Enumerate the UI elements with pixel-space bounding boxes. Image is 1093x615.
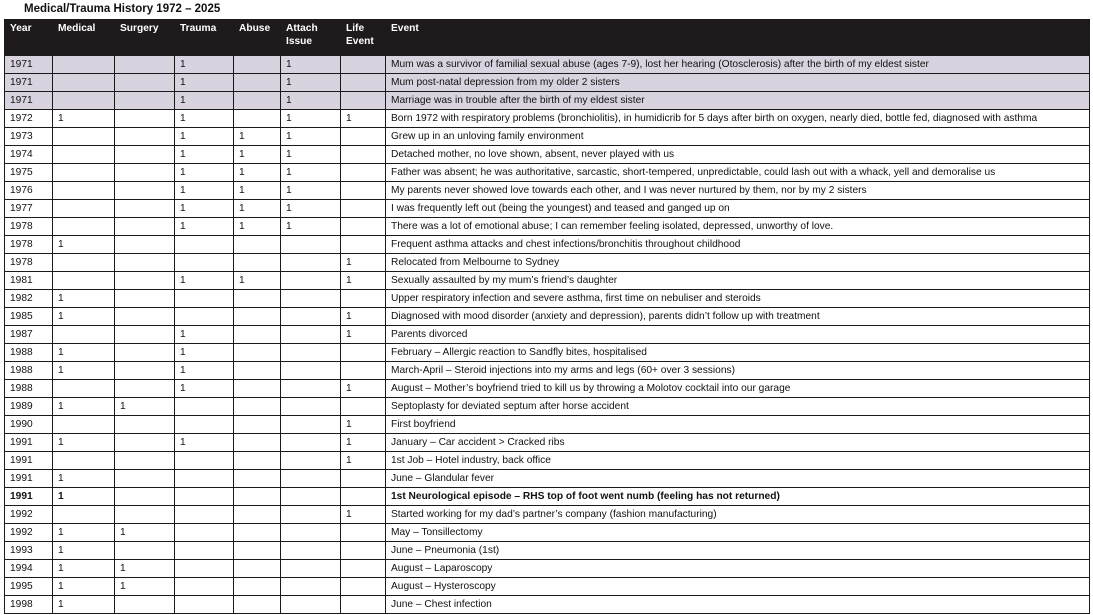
cell-attach: [281, 344, 341, 362]
cell-event: August – Hysteroscopy: [386, 578, 1090, 596]
header-trauma: Trauma: [175, 20, 234, 56]
cell-year: 1993: [5, 542, 53, 560]
cell-attach: [281, 524, 341, 542]
cell-surgery: [115, 542, 175, 560]
cell-life: [341, 488, 386, 506]
cell-surgery: [115, 434, 175, 452]
cell-event: June – Glandular fever: [386, 470, 1090, 488]
cell-year: 1991: [5, 434, 53, 452]
cell-surgery: [115, 416, 175, 434]
cell-surgery: [115, 596, 175, 614]
cell-event: Marriage was in trouble after the birth of my eldest sister: [386, 92, 1090, 110]
cell-abuse: [234, 542, 281, 560]
cell-trauma: [175, 542, 234, 560]
cell-trauma: 1: [175, 362, 234, 380]
cell-surgery: [115, 254, 175, 272]
cell-surgery: 1: [115, 524, 175, 542]
cell-surgery: [115, 506, 175, 524]
cell-surgery: [115, 74, 175, 92]
cell-abuse: 1: [234, 182, 281, 200]
cell-medical: [53, 380, 115, 398]
table-row: [5, 596, 1090, 614]
cell-life: 1: [341, 380, 386, 398]
cell-year: 1976: [5, 182, 53, 200]
cell-trauma: [175, 488, 234, 506]
header-surgery: Surgery: [115, 20, 175, 56]
cell-surgery: [115, 380, 175, 398]
document-title: Medical/Trauma History 1972 – 2025: [24, 3, 221, 15]
cell-year: 1988: [5, 344, 53, 362]
cell-medical: 1: [53, 398, 115, 416]
cell-trauma: 1: [175, 92, 234, 110]
cell-attach: [281, 290, 341, 308]
header-life-line1: Life: [346, 23, 365, 34]
cell-abuse: [234, 74, 281, 92]
cell-year: 1989: [5, 398, 53, 416]
cell-medical: [53, 218, 115, 236]
cell-abuse: 1: [234, 218, 281, 236]
cell-event: August – Mother’s boyfriend tried to kill us by throwing a Molotov cocktail into our garage: [386, 380, 1090, 398]
cell-attach: 1: [281, 74, 341, 92]
cell-trauma: 1: [175, 326, 234, 344]
cell-trauma: [175, 596, 234, 614]
cell-trauma: 1: [175, 218, 234, 236]
cell-year: 1985: [5, 308, 53, 326]
cell-life: 1: [341, 416, 386, 434]
table-row: [5, 164, 1090, 182]
cell-life: 1: [341, 272, 386, 290]
cell-trauma: [175, 236, 234, 254]
cell-abuse: [234, 344, 281, 362]
cell-surgery: 1: [115, 398, 175, 416]
cell-abuse: 1: [234, 146, 281, 164]
cell-trauma: [175, 470, 234, 488]
table-row: [5, 344, 1090, 362]
header-attach-line1: Attach: [286, 23, 318, 34]
cell-surgery: [115, 452, 175, 470]
cell-trauma: 1: [175, 434, 234, 452]
cell-attach: [281, 488, 341, 506]
cell-trauma: [175, 452, 234, 470]
cell-surgery: [115, 56, 175, 74]
cell-medical: [53, 200, 115, 218]
cell-trauma: [175, 506, 234, 524]
cell-event: 1st Neurological episode – RHS top of foot went numb (feeling has not returned): [386, 488, 1090, 506]
cell-medical: 1: [53, 236, 115, 254]
header-medical: Medical: [53, 20, 115, 56]
cell-event: Father was absent; he was authoritative, sarcastic, short-tempered, unpredictable, could lash out with a whack, yell and demoralise us: [386, 164, 1090, 182]
cell-year: 1978: [5, 254, 53, 272]
cell-abuse: [234, 398, 281, 416]
cell-life: 1: [341, 254, 386, 272]
cell-attach: [281, 362, 341, 380]
table-row: [5, 434, 1090, 452]
history-table: [4, 19, 1090, 614]
cell-life: [341, 578, 386, 596]
cell-trauma: 1: [175, 272, 234, 290]
cell-life: [341, 92, 386, 110]
cell-abuse: [234, 506, 281, 524]
cell-event: Mum post-natal depression from my older 2 sisters: [386, 74, 1090, 92]
cell-attach: 1: [281, 56, 341, 74]
cell-life: 1: [341, 110, 386, 128]
table-row: [5, 380, 1090, 398]
cell-abuse: [234, 434, 281, 452]
cell-attach: 1: [281, 200, 341, 218]
cell-surgery: [115, 308, 175, 326]
cell-surgery: [115, 200, 175, 218]
cell-year: 1991: [5, 470, 53, 488]
table-row: [5, 146, 1090, 164]
cell-life: [341, 146, 386, 164]
cell-life: 1: [341, 326, 386, 344]
cell-life: [341, 344, 386, 362]
cell-year: 1981: [5, 272, 53, 290]
cell-medical: 1: [53, 290, 115, 308]
table-row: [5, 128, 1090, 146]
cell-trauma: [175, 398, 234, 416]
cell-medical: [53, 506, 115, 524]
cell-medical: [53, 416, 115, 434]
cell-year: 1973: [5, 128, 53, 146]
cell-life: [341, 524, 386, 542]
cell-abuse: [234, 596, 281, 614]
cell-life: [341, 470, 386, 488]
cell-event: Diagnosed with mood disorder (anxiety and depression), parents didn’t follow up with treatment: [386, 308, 1090, 326]
cell-event: Sexually assaulted by my mum’s friend’s daughter: [386, 272, 1090, 290]
cell-surgery: 1: [115, 578, 175, 596]
table-row: [5, 416, 1090, 434]
cell-event: Grew up in an unloving family environment: [386, 128, 1090, 146]
table-row: [5, 182, 1090, 200]
cell-surgery: [115, 326, 175, 344]
cell-life: 1: [341, 506, 386, 524]
table-row: [5, 398, 1090, 416]
cell-attach: [281, 470, 341, 488]
table-row: [5, 326, 1090, 344]
table-row: [5, 254, 1090, 272]
header-attach-issue: [281, 20, 341, 56]
cell-life: [341, 596, 386, 614]
cell-year: 1971: [5, 56, 53, 74]
cell-abuse: [234, 92, 281, 110]
cell-trauma: 1: [175, 200, 234, 218]
cell-medical: 1: [53, 308, 115, 326]
cell-event: June – Chest infection: [386, 596, 1090, 614]
cell-trauma: 1: [175, 110, 234, 128]
cell-trauma: 1: [175, 344, 234, 362]
cell-life: 1: [341, 308, 386, 326]
table-row: [5, 92, 1090, 110]
cell-year: 1990: [5, 416, 53, 434]
cell-medical: [53, 92, 115, 110]
cell-year: 1988: [5, 362, 53, 380]
cell-attach: [281, 578, 341, 596]
cell-medical: [53, 254, 115, 272]
cell-medical: 1: [53, 578, 115, 596]
table-row: [5, 452, 1090, 470]
cell-event: There was a lot of emotional abuse; I can remember feeling isolated, depressed, unworthy of love.: [386, 218, 1090, 236]
cell-event: June – Pneumonia (1st): [386, 542, 1090, 560]
cell-surgery: [115, 110, 175, 128]
cell-medical: [53, 164, 115, 182]
cell-life: [341, 182, 386, 200]
cell-trauma: 1: [175, 128, 234, 146]
cell-trauma: 1: [175, 56, 234, 74]
cell-life: [341, 200, 386, 218]
cell-attach: [281, 398, 341, 416]
cell-medical: 1: [53, 362, 115, 380]
cell-attach: [281, 452, 341, 470]
table-row: [5, 542, 1090, 560]
cell-attach: [281, 434, 341, 452]
cell-year: 1994: [5, 560, 53, 578]
cell-attach: [281, 308, 341, 326]
cell-abuse: [234, 470, 281, 488]
table-row: [5, 272, 1090, 290]
table-row: [5, 506, 1090, 524]
cell-year: 1978: [5, 236, 53, 254]
cell-medical: 1: [53, 488, 115, 506]
table-row: [5, 524, 1090, 542]
cell-surgery: [115, 488, 175, 506]
cell-attach: [281, 506, 341, 524]
cell-attach: [281, 272, 341, 290]
cell-surgery: [115, 218, 175, 236]
cell-trauma: [175, 560, 234, 578]
cell-life: 1: [341, 434, 386, 452]
cell-event: August – Laparoscopy: [386, 560, 1090, 578]
header-event: Event: [386, 20, 1090, 56]
cell-event: March-April – Steroid injections into my arms and legs (60+ over 3 sessions): [386, 362, 1090, 380]
cell-trauma: 1: [175, 74, 234, 92]
cell-life: [341, 74, 386, 92]
cell-attach: [281, 596, 341, 614]
table-row: [5, 560, 1090, 578]
cell-trauma: [175, 254, 234, 272]
cell-abuse: 1: [234, 200, 281, 218]
cell-year: 1971: [5, 92, 53, 110]
table-row: [5, 290, 1090, 308]
cell-trauma: [175, 416, 234, 434]
table-row: [5, 488, 1090, 506]
table-row: [5, 236, 1090, 254]
cell-abuse: [234, 452, 281, 470]
cell-medical: 1: [53, 524, 115, 542]
cell-attach: [281, 560, 341, 578]
cell-attach: 1: [281, 164, 341, 182]
cell-medical: [53, 272, 115, 290]
header-abuse: Abuse: [234, 20, 281, 56]
cell-event: Upper respiratory infection and severe asthma, first time on nebuliser and steroids: [386, 290, 1090, 308]
cell-trauma: 1: [175, 182, 234, 200]
cell-surgery: [115, 362, 175, 380]
cell-surgery: [115, 272, 175, 290]
cell-surgery: [115, 92, 175, 110]
cell-attach: [281, 326, 341, 344]
cell-life: [341, 398, 386, 416]
cell-year: 1972: [5, 110, 53, 128]
cell-year: 1991: [5, 488, 53, 506]
cell-event: I was frequently left out (being the youngest) and teased and ganged up on: [386, 200, 1090, 218]
cell-life: [341, 236, 386, 254]
cell-medical: 1: [53, 110, 115, 128]
cell-life: [341, 362, 386, 380]
cell-life: [341, 56, 386, 74]
cell-surgery: [115, 128, 175, 146]
cell-trauma: 1: [175, 146, 234, 164]
cell-year: 1998: [5, 596, 53, 614]
table-row: [5, 470, 1090, 488]
cell-year: 1995: [5, 578, 53, 596]
cell-abuse: [234, 524, 281, 542]
cell-life: [341, 164, 386, 182]
cell-surgery: [115, 164, 175, 182]
cell-attach: [281, 254, 341, 272]
cell-attach: [281, 416, 341, 434]
cell-event: First boyfriend: [386, 416, 1090, 434]
header-life-line2: Event: [346, 36, 374, 47]
cell-event: Born 1972 with respiratory problems (bronchiolitis), in humidicrib for 5 days after birth on oxygen, nearly died, bottle fed, diagnosed with asthma: [386, 110, 1090, 128]
cell-year: 1971: [5, 74, 53, 92]
cell-year: 1974: [5, 146, 53, 164]
cell-abuse: [234, 236, 281, 254]
table-row: [5, 110, 1090, 128]
cell-surgery: [115, 290, 175, 308]
table-row: [5, 362, 1090, 380]
cell-event: Frequent asthma attacks and chest infections/bronchitis throughout childhood: [386, 236, 1090, 254]
cell-event: Septoplasty for deviated septum after horse accident: [386, 398, 1090, 416]
cell-abuse: [234, 326, 281, 344]
cell-surgery: [115, 236, 175, 254]
header-year: Year: [5, 20, 53, 56]
cell-medical: 1: [53, 560, 115, 578]
cell-attach: [281, 542, 341, 560]
cell-surgery: 1: [115, 560, 175, 578]
cell-life: [341, 218, 386, 236]
cell-medical: [53, 182, 115, 200]
cell-abuse: [234, 56, 281, 74]
cell-surgery: [115, 344, 175, 362]
cell-year: 1975: [5, 164, 53, 182]
cell-event: Relocated from Melbourne to Sydney: [386, 254, 1090, 272]
cell-attach: [281, 380, 341, 398]
cell-attach: 1: [281, 92, 341, 110]
cell-event: Mum was a survivor of familial sexual abuse (ages 7-9), lost her hearing (Otosclerosis) after the birth of my eldest sister: [386, 56, 1090, 74]
cell-event: Parents divorced: [386, 326, 1090, 344]
cell-surgery: [115, 146, 175, 164]
cell-medical: [53, 326, 115, 344]
cell-year: 1988: [5, 380, 53, 398]
cell-attach: 1: [281, 182, 341, 200]
cell-attach: 1: [281, 218, 341, 236]
cell-event: 1st Job – Hotel industry, back office: [386, 452, 1090, 470]
cell-trauma: [175, 524, 234, 542]
cell-event: February – Allergic reaction to Sandfly bites, hospitalised: [386, 344, 1090, 362]
cell-attach: 1: [281, 110, 341, 128]
header-row: [5, 20, 1090, 56]
cell-event: May – Tonsillectomy: [386, 524, 1090, 542]
cell-trauma: 1: [175, 164, 234, 182]
cell-abuse: [234, 380, 281, 398]
cell-year: 1992: [5, 524, 53, 542]
cell-life: [341, 290, 386, 308]
cell-year: 1977: [5, 200, 53, 218]
table-row: [5, 56, 1090, 74]
cell-medical: 1: [53, 542, 115, 560]
cell-abuse: [234, 308, 281, 326]
cell-trauma: [175, 578, 234, 596]
cell-life: 1: [341, 452, 386, 470]
table-row: [5, 200, 1090, 218]
cell-medical: 1: [53, 344, 115, 362]
cell-abuse: [234, 362, 281, 380]
cell-medical: [53, 56, 115, 74]
cell-medical: [53, 146, 115, 164]
cell-attach: [281, 236, 341, 254]
cell-trauma: 1: [175, 380, 234, 398]
cell-attach: 1: [281, 146, 341, 164]
cell-abuse: [234, 578, 281, 596]
cell-year: 1987: [5, 326, 53, 344]
table-body: [5, 56, 1090, 614]
cell-event: Started working for my dad’s partner’s company (fashion manufacturing): [386, 506, 1090, 524]
cell-medical: 1: [53, 596, 115, 614]
cell-event: Detached mother, no love shown, absent, never played with us: [386, 146, 1090, 164]
table-row: [5, 74, 1090, 92]
cell-life: [341, 128, 386, 146]
cell-life: [341, 560, 386, 578]
cell-trauma: [175, 290, 234, 308]
cell-year: 1978: [5, 218, 53, 236]
header-attach-line2: Issue: [286, 36, 313, 47]
cell-abuse: 1: [234, 272, 281, 290]
cell-abuse: [234, 110, 281, 128]
table-row: [5, 578, 1090, 596]
cell-trauma: [175, 308, 234, 326]
cell-attach: 1: [281, 128, 341, 146]
cell-medical: [53, 128, 115, 146]
cell-medical: [53, 74, 115, 92]
cell-medical: 1: [53, 470, 115, 488]
cell-surgery: [115, 182, 175, 200]
table-row: [5, 308, 1090, 326]
cell-abuse: [234, 290, 281, 308]
header-life-event: [341, 20, 386, 56]
cell-year: 1982: [5, 290, 53, 308]
cell-surgery: [115, 470, 175, 488]
cell-abuse: [234, 416, 281, 434]
cell-abuse: [234, 254, 281, 272]
cell-event: My parents never showed love towards each other, and I was never nurtured by them, nor by my 2 sisters: [386, 182, 1090, 200]
cell-medical: [53, 452, 115, 470]
cell-abuse: [234, 560, 281, 578]
table-row: [5, 218, 1090, 236]
cell-abuse: 1: [234, 164, 281, 182]
cell-abuse: [234, 488, 281, 506]
cell-year: 1991: [5, 452, 53, 470]
cell-abuse: 1: [234, 128, 281, 146]
cell-event: January – Car accident > Cracked ribs: [386, 434, 1090, 452]
cell-year: 1992: [5, 506, 53, 524]
cell-medical: 1: [53, 434, 115, 452]
cell-life: [341, 542, 386, 560]
